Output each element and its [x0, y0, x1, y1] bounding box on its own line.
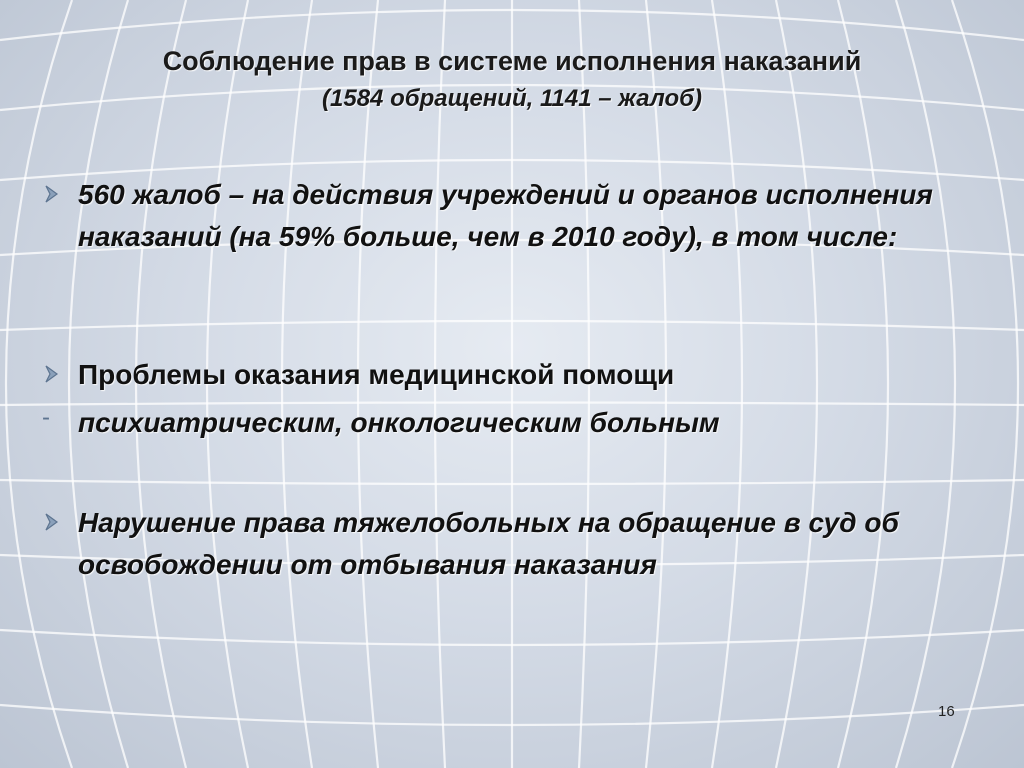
- bullet-text: Нарушение права тяжелобольных на обращение в суд об освобождении от отбывания наказания: [78, 507, 899, 580]
- slide-title: Соблюдение прав в системе исполнения наказаний: [162, 46, 862, 76]
- bullet-text: психиатрическим, онкологическим больным: [78, 407, 720, 438]
- arrow-icon: [40, 184, 70, 204]
- bullet-text: Проблемы оказания медицинской помощи: [78, 359, 675, 390]
- dash-marker: -: [42, 404, 50, 431]
- arrow-icon: [40, 512, 70, 532]
- arrow-icon: [40, 364, 70, 384]
- bullet-text: 560 жалоб – на действия учреждений и органов исполнения наказаний (на 59% больше, чем в 2010 году), в том числе:: [78, 179, 933, 252]
- slide-subtitle: (1584 обращений, 1141 – жалоб): [322, 85, 702, 112]
- page-number: 16: [938, 703, 955, 720]
